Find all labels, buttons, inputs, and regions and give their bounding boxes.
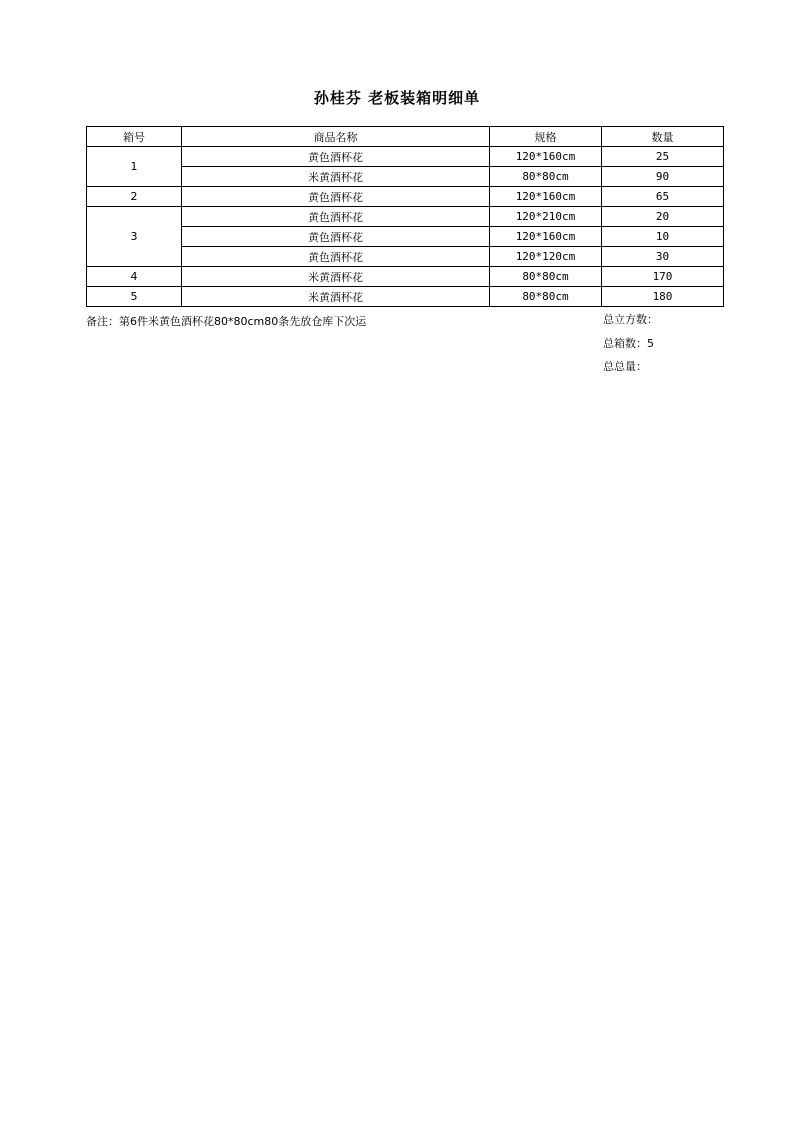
table-row xyxy=(87,207,724,227)
product-name-cell: 黄色酒杯花 xyxy=(182,207,490,227)
spec-cell: 80*80cm xyxy=(490,167,602,187)
spec-cell: 80*80cm xyxy=(490,287,602,307)
quantity-cell: 30 xyxy=(602,247,724,267)
total-boxes-label: 总箱数：5 xyxy=(603,337,654,350)
remarks-note: 备注：第6件米黄色酒杯花80*80cm80条先放仓库下次运 xyxy=(86,315,367,328)
quantity-cell: 65 xyxy=(602,187,724,207)
table-header-row xyxy=(87,127,724,147)
table-row xyxy=(87,147,724,167)
header-product-name: 商品名称 xyxy=(182,127,490,147)
quantity-cell: 10 xyxy=(602,227,724,247)
table-row xyxy=(87,247,724,267)
quantity-cell: 90 xyxy=(602,167,724,187)
header-box-no: 箱号 xyxy=(87,127,182,147)
table-row xyxy=(87,167,724,187)
product-name-cell: 黄色酒杯花 xyxy=(182,147,490,167)
header-quantity: 数量 xyxy=(602,127,724,147)
spec-cell: 120*120cm xyxy=(490,247,602,267)
table-row xyxy=(87,267,724,287)
spec-cell: 120*210cm xyxy=(490,207,602,227)
product-name-cell: 黄色酒杯花 xyxy=(182,187,490,207)
product-name-cell: 黄色酒杯花 xyxy=(182,247,490,267)
product-name-cell: 米黄酒杯花 xyxy=(182,287,490,307)
product-name-cell: 米黄酒杯花 xyxy=(182,167,490,187)
total-weight-label: 总总量： xyxy=(603,360,647,373)
quantity-cell: 25 xyxy=(602,147,724,167)
box-no-cell: 4 xyxy=(87,267,182,287)
spec-cell: 80*80cm xyxy=(490,267,602,287)
total-volume-label: 总立方数： xyxy=(603,313,658,326)
quantity-cell: 170 xyxy=(602,267,724,287)
table-row xyxy=(87,287,724,307)
box-no-cell: 1 xyxy=(87,147,182,187)
quantity-cell: 180 xyxy=(602,287,724,307)
header-spec: 规格 xyxy=(490,127,602,147)
spec-cell: 120*160cm xyxy=(490,227,602,247)
page-title: 孙桂芬 老板装箱明细单 xyxy=(313,89,481,107)
quantity-cell: 20 xyxy=(602,207,724,227)
table-row xyxy=(87,227,724,247)
product-name-cell: 米黄酒杯花 xyxy=(182,267,490,287)
box-no-cell: 3 xyxy=(87,207,182,267)
spec-cell: 120*160cm xyxy=(490,147,602,167)
packing-table xyxy=(86,126,724,307)
table-row xyxy=(87,187,724,207)
spec-cell: 120*160cm xyxy=(490,187,602,207)
product-name-cell: 黄色酒杯花 xyxy=(182,227,490,247)
box-no-cell: 5 xyxy=(87,287,182,307)
box-no-cell: 2 xyxy=(87,187,182,207)
